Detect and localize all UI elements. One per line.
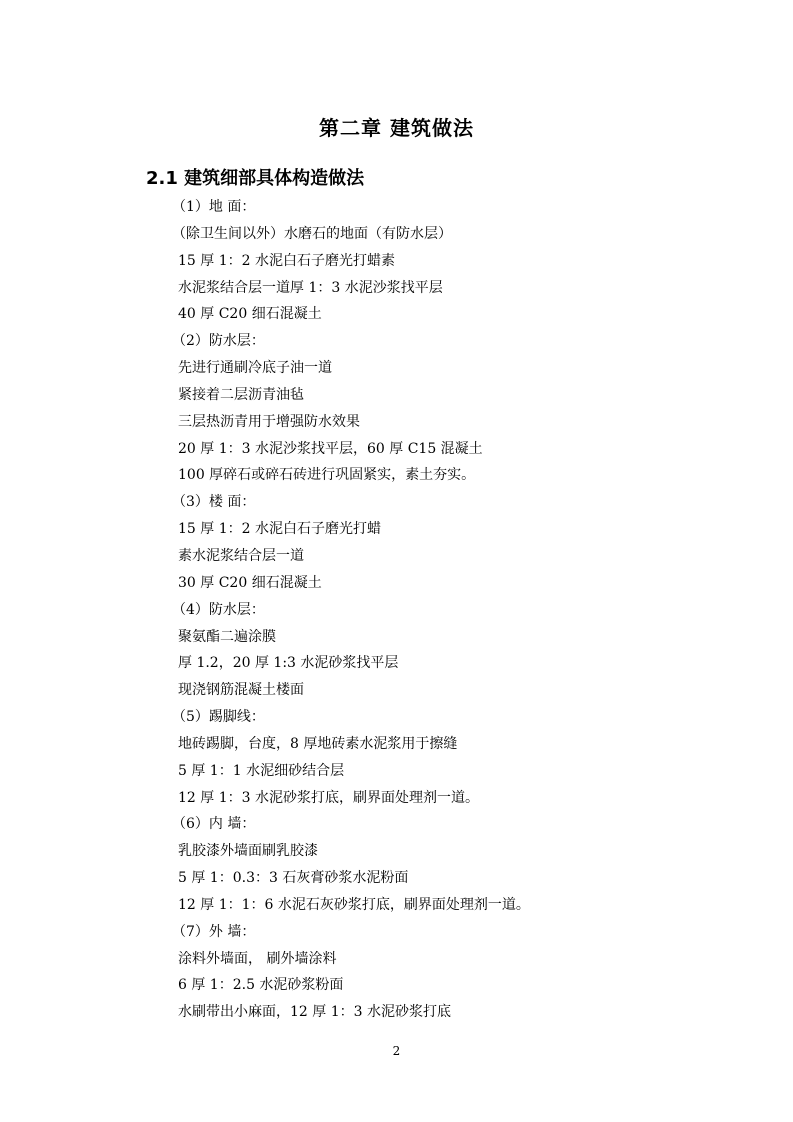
text-line: 20 厚 1：3 水泥沙浆找平层，60 厚 C15 混凝土 <box>178 440 483 457</box>
text-line: 40 厚 C20 细石混凝土 <box>178 306 322 323</box>
text-line: 素水泥浆结合层一道 <box>178 547 304 564</box>
text-line: 6 厚 1：2.5 水泥砂浆粉面 <box>178 977 344 994</box>
section-title: 2.1 建筑细部具体构造做法 <box>146 168 365 189</box>
subsection-heading: （7）外 墙： <box>172 923 256 940</box>
text-line: 15 厚 1：2 水泥白石子磨光打蜡素 <box>178 252 395 269</box>
subsection-heading: （5）踢脚线： <box>172 709 265 726</box>
text-line: 100 厚碎石或碎石砖进行巩固紧实，素土夯实。 <box>178 467 476 484</box>
text-line: 先进行通刷冷底子油一道 <box>178 360 332 377</box>
text-line: 厚 1.2，20 厚 1:3 水泥砂浆找平层 <box>178 655 399 672</box>
subsection-heading: （2）防水层： <box>172 333 265 350</box>
text-line: 5 厚 1：0.3：3 石灰膏砂浆水泥粉面 <box>178 870 409 887</box>
text-line: 12 厚 1：3 水泥砂浆打底，刷界面处理剂一道。 <box>178 789 479 806</box>
body-text <box>172 194 738 1026</box>
text-line: 15 厚 1：2 水泥白石子磨光打蜡 <box>178 521 381 538</box>
subsection-heading: （除卫生间以外）水磨石的地面（有防水层） <box>172 225 452 242</box>
text-line: 紧接着二层沥青油毡 <box>178 386 304 403</box>
text-line: 12 厚 1：1：6 水泥石灰砂浆打底，刷界面处理剂一道。 <box>178 896 530 913</box>
text-line: 水泥浆结合层一道厚 1：3 水泥沙浆找平层 <box>178 279 443 296</box>
page-number: 2 <box>392 1044 401 1058</box>
subsection-heading: （4）防水层： <box>172 601 265 618</box>
text-line: 30 厚 C20 细石混凝土 <box>178 574 322 591</box>
text-line: 水刷带出小麻面，12 厚 1：3 水泥砂浆打底 <box>178 1004 451 1021</box>
text-line: 现浇钢筋混凝土楼面 <box>178 682 304 699</box>
text-line: 地砖踢脚，台度，8 厚地砖素水泥浆用于擦缝 <box>178 735 458 752</box>
text-line: 聚氨酯二遍涂膜 <box>178 628 276 645</box>
text-line: 5 厚 1：1 水泥细砂结合层 <box>178 762 345 779</box>
chapter-title: 第二章 建筑做法 <box>319 116 474 140</box>
text-line: 乳胶漆外墙面刷乳胶漆 <box>178 843 318 860</box>
subsection-heading: （6）内 墙： <box>172 816 256 833</box>
subsection-heading: （1）地 面： <box>172 199 256 215</box>
subsection-heading: （3）楼 面： <box>172 494 256 511</box>
text-line: 三层热沥青用于增强防水效果 <box>178 413 360 430</box>
text-line: 涂料外墙面， 刷外墙涂料 <box>178 950 337 967</box>
